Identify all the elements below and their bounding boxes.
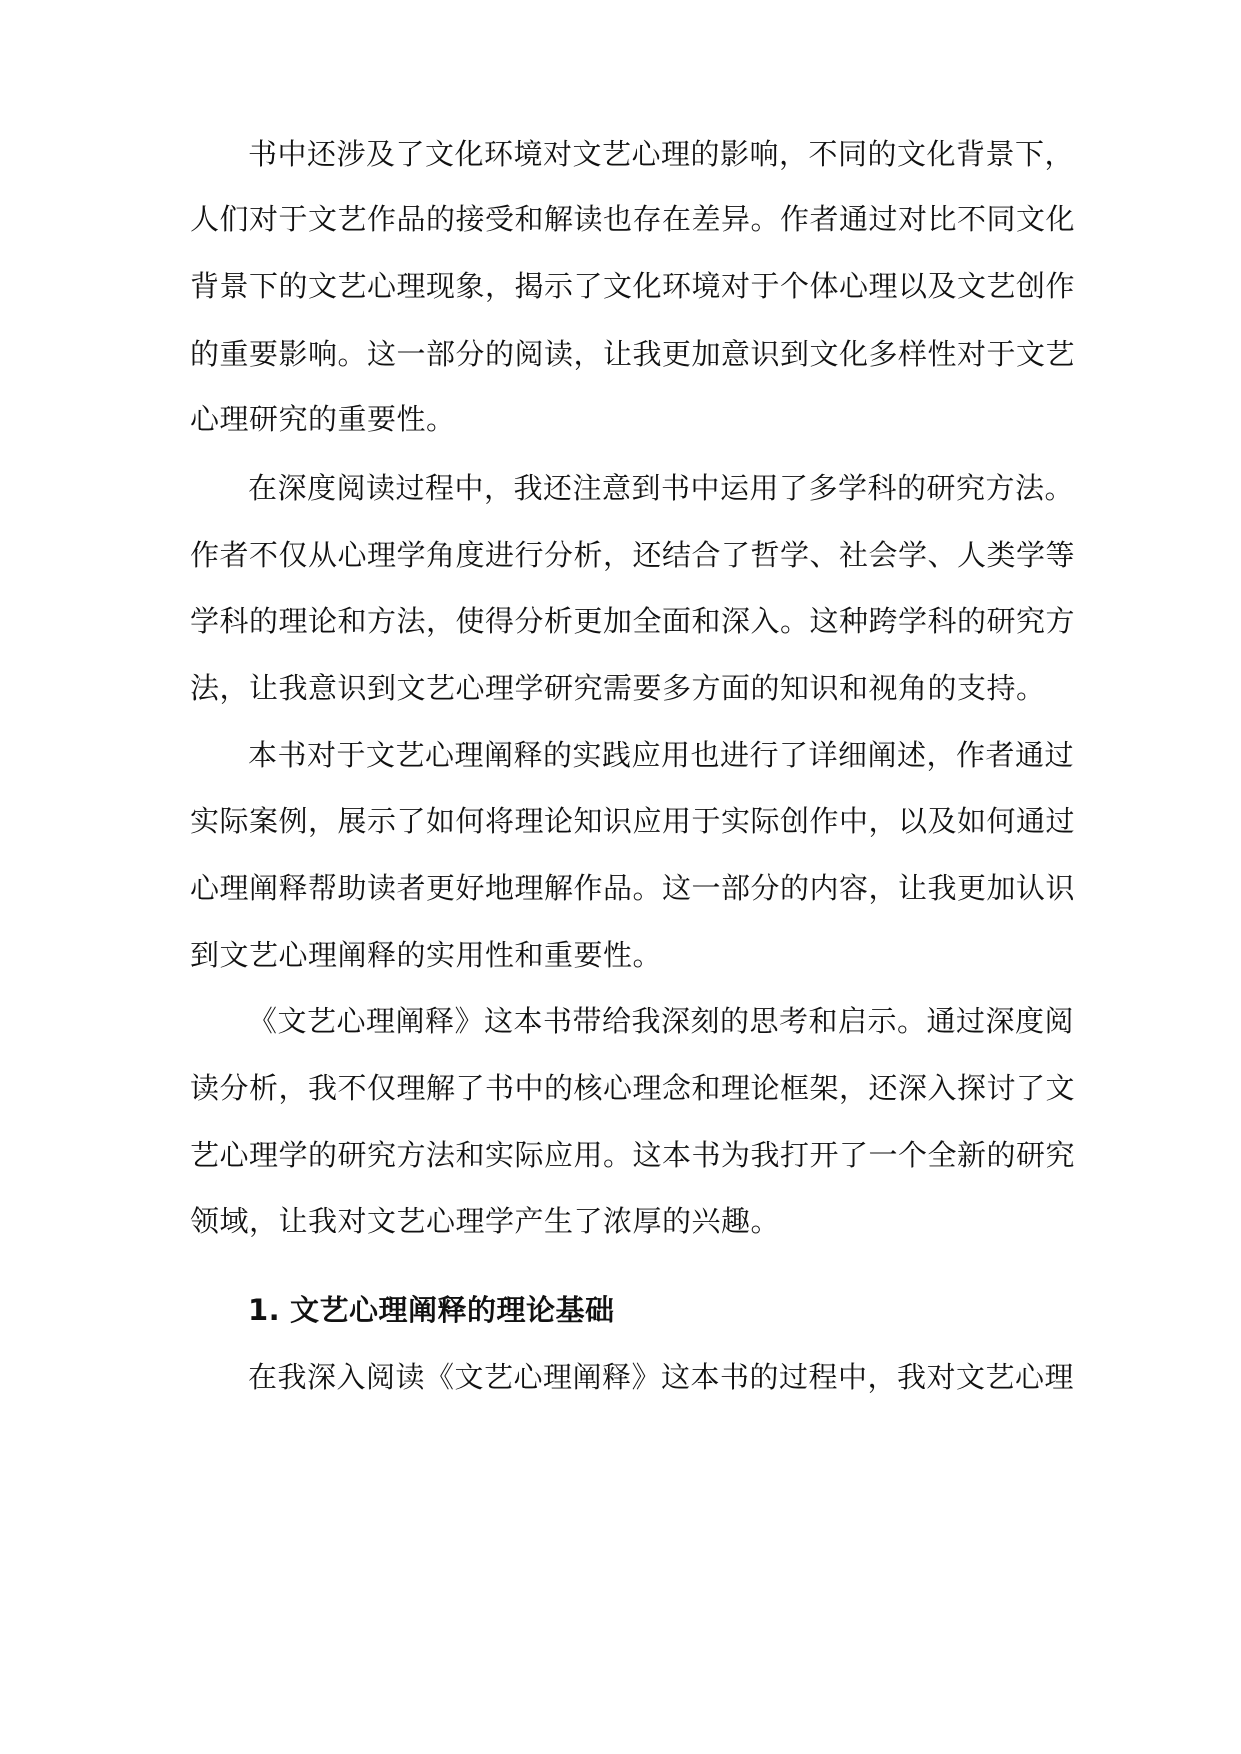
paragraph-3-line-1: 本书对于文艺心理阐释的实践应用也进行了详细阐述，作者通过	[248, 738, 1075, 772]
paragraph-2-line-2: 作者不仅从心理学角度进行分析，还结合了哲学、社会学、人类学等	[190, 538, 1076, 572]
paragraph-3-line-2: 实际案例，展示了如何将理论知识应用于实际创作中，以及如何通过	[190, 804, 1076, 838]
paragraph-2-line-3: 学科的理论和方法，使得分析更加全面和深入。这种跨学科的研究方	[190, 604, 1076, 638]
paragraph-1-line-3: 背景下的文艺心理现象，揭示了文化环境对于个体心理以及文艺创作	[190, 269, 1076, 303]
section-title: 文艺心理阐释的理论基础	[290, 1293, 615, 1327]
paragraph-3-line-4: 到文艺心理阐释的实用性和重要性。	[190, 938, 663, 972]
paragraph-4-line-2: 读分析，我不仅理解了书中的核心理念和理论框架，还深入探讨了文	[190, 1071, 1076, 1105]
paragraph-4-line-3: 艺心理学的研究方法和实际应用。这本书为我打开了一个全新的研究	[190, 1138, 1076, 1172]
paragraph-2-line-4: 法，让我意识到文艺心理学研究需要多方面的知识和视角的支持。	[190, 671, 1046, 705]
paragraph-1-line-2: 人们对于文艺作品的接受和解读也存在差异。作者通过对比不同文化	[190, 202, 1076, 236]
paragraph-1-line-4: 的重要影响。这一部分的阅读，让我更加意识到文化多样性对于文艺	[190, 337, 1076, 371]
paragraph-3-line-3: 心理阐释帮助读者更好地理解作品。这一部分的内容，让我更加认识	[190, 871, 1076, 905]
section-heading	[248, 1292, 1060, 1328]
section-number: 1.	[248, 1293, 281, 1327]
paragraph-1-line-1: 书中还涉及了文化环境对文艺心理的影响，不同的文化背景下，	[248, 137, 1075, 171]
paragraph-1-line-5: 心理研究的重要性。	[190, 402, 456, 436]
paragraph-4-line-4: 领域，让我对文艺心理学产生了浓厚的兴趣。	[190, 1204, 781, 1238]
paragraph-4-line-1: 《文艺心理阐释》这本书带给我深刻的思考和启示。通过深度阅	[248, 1004, 1075, 1038]
final-paragraph-line-1: 在我深入阅读《文艺心理阐释》这本书的过程中，我对文艺心理	[248, 1360, 1075, 1394]
paragraph-2-line-1: 在深度阅读过程中，我还注意到书中运用了多学科的研究方法。	[248, 471, 1075, 505]
